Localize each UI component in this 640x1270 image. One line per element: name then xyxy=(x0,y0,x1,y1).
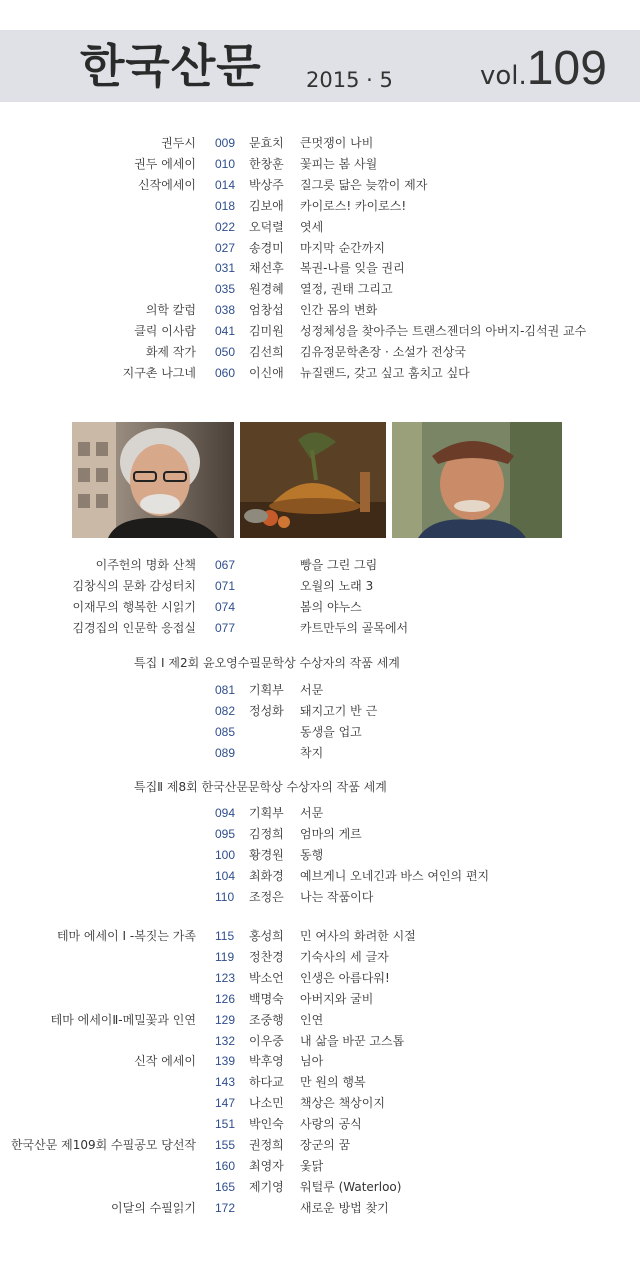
toc-title: 동생을 업고 xyxy=(300,724,362,739)
toc-title: 나는 작품이다 xyxy=(300,889,374,904)
toc-entry xyxy=(0,1031,640,1051)
toc-entry xyxy=(0,175,640,195)
toc-entry xyxy=(0,258,640,278)
toc-title: 복권-나를 잊을 권리 xyxy=(300,261,405,276)
toc-title: 질그릇 닮은 늦깎이 제자 xyxy=(300,177,428,192)
toc-page-number: 155 xyxy=(215,1138,236,1152)
toc-author: 황경원 xyxy=(249,847,284,862)
toc-page-number: 050 xyxy=(215,345,236,359)
toc-page-number: 143 xyxy=(215,1075,236,1090)
toc-title: 뉴질랜드, 갖고 싶고 훔치고 싶다 xyxy=(300,365,470,380)
toc-section-label: 이주헌의 명화 산책 xyxy=(95,558,196,572)
toc-title: 기숙사의 세 글자 xyxy=(300,949,389,964)
toc-page-number: 094 xyxy=(215,806,236,820)
toc-title: 아버지와 굴비 xyxy=(300,991,374,1006)
toc-title: 인생은 아름다워! xyxy=(300,970,390,985)
toc-title: 만 원의 행복 xyxy=(300,1075,366,1090)
toc-entry xyxy=(0,989,640,1009)
toc-section-label: 테마 에세이 I -복짓는 가족 xyxy=(56,929,196,943)
toc-author: 권정희 xyxy=(249,1138,284,1152)
toc-entry xyxy=(0,887,640,907)
toc-author: 제기영 xyxy=(249,1179,284,1194)
volume-label xyxy=(480,44,607,104)
toc-entry xyxy=(0,701,640,721)
toc-section-label: 한국산문 제109회 수필공모 당선작 xyxy=(10,1138,196,1152)
toc-author: 문효치 xyxy=(249,136,284,150)
toc-page-number: 035 xyxy=(215,282,236,297)
special1-heading: 특집 I 제2회 윤오영수필문학상 수상자의 작품 세계 xyxy=(134,656,400,670)
toc-title: 꽃피는 봄 사월 xyxy=(300,156,378,171)
toc-page-number: 126 xyxy=(215,991,236,1006)
toc-page-number: 160 xyxy=(215,1158,236,1173)
toc-author: 엄창섭 xyxy=(249,303,284,318)
toc-title: 열정, 권태 그리고 xyxy=(300,282,393,297)
toc-page-number: 139 xyxy=(215,1054,236,1069)
toc-entry xyxy=(0,926,640,946)
toc-author: 홍성희 xyxy=(249,929,284,943)
toc-title: 예브게니 오네긴과 바스 여인의 편지 xyxy=(300,868,490,883)
toc-page-number: 027 xyxy=(215,240,236,255)
toc-page-number: 082 xyxy=(215,703,236,718)
toc-title: 오월의 노래 3 xyxy=(300,578,374,593)
toc-entry xyxy=(0,555,640,575)
special2-heading-row xyxy=(0,777,640,797)
toc-author: 박상주 xyxy=(249,177,284,192)
toc-page-number: 018 xyxy=(215,198,236,213)
toc-title: 동행 xyxy=(300,847,324,862)
volume-number: 109 xyxy=(526,42,607,95)
toc-entry xyxy=(0,824,640,844)
toc-title: 빵을 그린 그림 xyxy=(300,558,378,572)
toc-entry xyxy=(0,1072,640,1092)
toc-author: 김미원 xyxy=(249,324,284,339)
toc-author: 나소민 xyxy=(249,1096,284,1111)
toc-author: 이우중 xyxy=(249,1033,284,1048)
toc-entry xyxy=(0,947,640,967)
toc-title: 워털루 (Waterloo) xyxy=(300,1179,402,1194)
toc-entry xyxy=(0,217,640,237)
toc-entry xyxy=(0,196,640,216)
toc-author: 하다교 xyxy=(249,1075,284,1090)
toc-entry xyxy=(0,680,640,700)
toc-author: 송경미 xyxy=(249,240,284,255)
toc-section-label: 이재무의 행복한 시읽기 xyxy=(72,599,196,614)
toc-entry xyxy=(0,363,640,383)
toc-entry xyxy=(0,342,640,362)
toc-title: 엄마의 게르 xyxy=(300,826,362,841)
toc-entry xyxy=(0,968,640,988)
toc-title: 엿세 xyxy=(300,219,324,234)
toc-author: 백명숙 xyxy=(249,991,284,1006)
toc-entry xyxy=(0,300,640,320)
toc-entry xyxy=(0,321,640,341)
toc-section-label: 김경집의 인문학 응접실 xyxy=(72,620,196,635)
toc-title: 김유정문학촌장 · 소설가 전상국 xyxy=(300,345,466,359)
toc-author: 박소언 xyxy=(249,970,284,985)
toc-page-number: 129 xyxy=(215,1012,236,1027)
toc-title: 민 여사의 화려한 시절 xyxy=(300,929,416,943)
toc-author: 원경혜 xyxy=(249,282,284,297)
toc-author: 김선희 xyxy=(249,345,284,359)
toc-entry xyxy=(0,597,640,617)
toc-author: 기획부 xyxy=(249,683,284,697)
toc-page-number: 009 xyxy=(215,136,236,150)
toc-author: 정성화 xyxy=(249,703,284,718)
toc-page-number: 081 xyxy=(215,683,236,697)
issue-date: 2015 · 5 xyxy=(306,68,393,92)
toc-title: 성정체성을 찾아주는 트랜스젠더의 아버지-김석권 교수 xyxy=(300,324,587,339)
toc-page-number: 077 xyxy=(215,620,236,635)
toc-page-number: 119 xyxy=(215,949,235,964)
toc-title: 서문 xyxy=(300,683,324,697)
toc-page-number: 104 xyxy=(215,868,236,883)
toc-entry xyxy=(0,1177,640,1197)
toc-page-number: 115 xyxy=(215,929,235,943)
toc-section-label: 이달의 수필읽기 xyxy=(111,1200,196,1215)
toc-title: 착지 xyxy=(300,745,324,760)
toc-author: 오덕렬 xyxy=(249,219,284,234)
toc-title: 인간 몸의 변화 xyxy=(300,303,378,318)
toc-page-number: 074 xyxy=(215,599,236,614)
toc-author: 최영자 xyxy=(249,1158,284,1173)
toc-title: 카트만두의 골목에서 xyxy=(300,620,409,635)
toc-page-number: 010 xyxy=(215,156,236,171)
toc-page-number: 172 xyxy=(215,1200,236,1215)
toc-entry xyxy=(0,722,640,742)
toc-section-label: 권두 에세이 xyxy=(134,156,196,171)
toc-title: 카이로스! 카이로스! xyxy=(300,198,407,213)
toc-title: 큰멋쟁이 나비 xyxy=(300,136,374,150)
magazine-title: 한국산문 xyxy=(80,39,262,93)
toc-author: 박후영 xyxy=(249,1054,284,1069)
special1-heading-row xyxy=(0,653,640,673)
toc-section-label: 의학 칼럼 xyxy=(145,303,196,318)
toc-page-number: 151 xyxy=(215,1117,236,1132)
toc-section-label: 권두시 xyxy=(161,136,196,150)
toc-entry xyxy=(0,845,640,865)
toc-entry xyxy=(0,1051,640,1071)
toc-title: 책상은 책상이지 xyxy=(300,1096,385,1111)
toc-section-label: 테마 에세이Ⅱ-메밀꽃과 인연 xyxy=(50,1012,196,1027)
toc-author: 이신애 xyxy=(249,365,284,380)
toc-title: 돼지고기 반 근 xyxy=(300,703,378,718)
toc-page-number: 123 xyxy=(215,970,236,985)
special2-heading: 특집Ⅱ 제8회 한국산문문학상 수상자의 작품 세계 xyxy=(134,780,387,794)
toc-author: 김정희 xyxy=(249,826,284,841)
toc-title: 님아 xyxy=(300,1054,324,1069)
toc-page-number: 038 xyxy=(215,303,236,318)
toc-title: 인연 xyxy=(300,1012,324,1027)
toc-entry xyxy=(0,743,640,763)
toc-section-label: 화제 작가 xyxy=(145,345,196,359)
toc-title: 사랑의 공식 xyxy=(300,1117,362,1132)
toc-section-label: 클릭 이사람 xyxy=(134,324,196,339)
toc-page-number: 132 xyxy=(215,1033,236,1048)
toc-section-label: 신작에세이 xyxy=(138,177,196,192)
toc-title: 옻닭 xyxy=(300,1158,324,1173)
toc-page-number: 147 xyxy=(215,1096,236,1111)
toc-entry xyxy=(0,618,640,638)
toc-page-number: 165 xyxy=(215,1179,236,1194)
toc-title: 봄의 야누스 xyxy=(300,599,362,614)
toc-author: 김보애 xyxy=(249,198,284,213)
volume-prefix: vol. xyxy=(480,61,527,91)
toc-title: 서문 xyxy=(300,806,324,820)
toc-entry xyxy=(0,133,640,153)
toc-author: 기획부 xyxy=(249,806,284,820)
toc-page-number: 031 xyxy=(215,261,236,276)
toc-title: 마지막 순간까지 xyxy=(300,240,385,255)
toc-title: 내 삶을 바꾼 고스톱 xyxy=(300,1033,405,1048)
toc-author: 박인숙 xyxy=(249,1117,284,1132)
toc-page-number: 014 xyxy=(215,177,236,192)
toc-page-number: 089 xyxy=(215,745,236,760)
author-portrait-glasses-photo xyxy=(72,422,234,538)
toc-page-number: 100 xyxy=(215,847,236,862)
toc-page-number: 041 xyxy=(215,324,236,339)
toc-author: 최화경 xyxy=(249,868,284,883)
toc-entry xyxy=(0,1198,640,1218)
toc-entry xyxy=(0,576,640,596)
toc-title: 새로운 방법 찾기 xyxy=(300,1200,389,1215)
toc-entry xyxy=(0,1114,640,1134)
toc-author: 정찬경 xyxy=(249,949,284,964)
toc-entry xyxy=(0,1010,640,1030)
toc-entry xyxy=(0,154,640,174)
author-portrait-cap-photo xyxy=(392,422,562,538)
toc-entry xyxy=(0,866,640,886)
toc-page-number: 060 xyxy=(215,365,236,380)
toc-page-number: 071 xyxy=(215,578,236,593)
toc-page-number: 085 xyxy=(215,724,236,739)
toc-entry xyxy=(0,238,640,258)
toc-title: 장군의 꿈 xyxy=(300,1138,351,1152)
toc-entry xyxy=(0,279,640,299)
toc-page-number: 067 xyxy=(215,558,236,572)
toc-entry xyxy=(0,1156,640,1176)
toc-author: 한창훈 xyxy=(249,156,284,171)
toc-page-number: 110 xyxy=(215,889,235,904)
toc-author: 조중행 xyxy=(249,1012,284,1027)
toc-page-number: 022 xyxy=(215,219,236,234)
still-life-painting-photo xyxy=(240,422,386,538)
toc-entry xyxy=(0,1135,640,1155)
toc-section-label: 지구촌 나그네 xyxy=(122,365,196,380)
toc-author: 채선후 xyxy=(249,261,284,276)
toc-author: 조정은 xyxy=(249,889,284,904)
toc-section-label: 김창식의 문화 감성터치 xyxy=(72,578,196,593)
toc-page-number: 095 xyxy=(215,826,236,841)
toc-entry xyxy=(0,1093,640,1113)
toc-section-label: 신작 에세이 xyxy=(134,1054,196,1069)
toc-entry xyxy=(0,803,640,823)
